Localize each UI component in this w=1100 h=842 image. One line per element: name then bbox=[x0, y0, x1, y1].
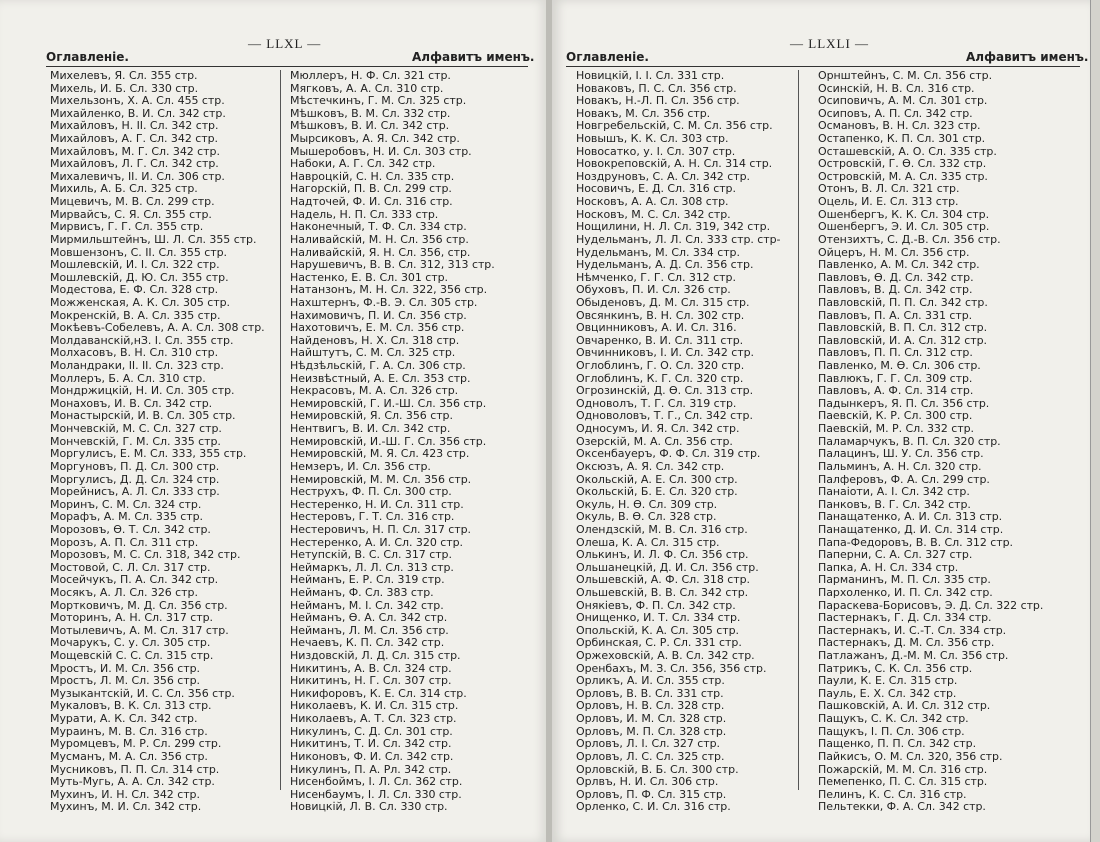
index-entry: Никоновъ, Ф. И. Сл. 342 стр. bbox=[290, 749, 454, 763]
index-entry: Мухинъ, И. Н. Сл. 342 стр. bbox=[50, 787, 200, 801]
index-entry: Моллеръ, Б. А. Сл. 310 стр. bbox=[50, 371, 206, 385]
index-entry: Ольшевскій, А. Ф. Сл. 318 стр. bbox=[576, 573, 750, 587]
index-entry: Ойцеръ, Н. М. Сл. 356 стр. bbox=[818, 245, 970, 259]
index-entry: Нисенбоймъ, І. Л. Сл. 362 стр. bbox=[290, 775, 463, 789]
index-entry: Набоки, А. Г. Сл. 342 стр. bbox=[290, 157, 436, 171]
index-entry: Можженская, А. К. Сл. 305 стр. bbox=[50, 295, 230, 309]
index-entry: Мростъ, И. М. Сл. 356 стр. bbox=[50, 661, 200, 675]
index-entry: Нейманъ, Ѳ. А. Сл. 342 стр. bbox=[290, 611, 448, 625]
index-entry: Морафъ, А. М. Сл. 335 стр. bbox=[50, 510, 203, 524]
index-entry: Односумъ, И. Я. Сл. 342 стр. bbox=[576, 422, 740, 436]
index-entry: Мурати, А. К. Сл. 342 стр. bbox=[50, 712, 198, 726]
left-page bbox=[0, 0, 548, 842]
page-number: — LLXLI — bbox=[790, 36, 870, 51]
index-entry: Оксенбауеръ, Ф. Ф. Сл. 319 стр. bbox=[576, 447, 761, 461]
index-entry: Патлажанъ, Д.-М. М. Сл. 356 стр. bbox=[818, 649, 1009, 663]
index-entry: Мошлевскій, И. І. Сл. 322 стр. bbox=[50, 258, 220, 272]
index-entry: Никулинъ, С. Д. Сл. 301 стр. bbox=[290, 724, 453, 738]
index-entry: Нестеренко, Н. И. Сл. 311 стр. bbox=[290, 497, 464, 511]
index-entry: Мѣшковъ, В. И. Сл. 342 стр. bbox=[290, 119, 450, 133]
index-entry: Михайловъ, М. Г. Сл. 342 стр. bbox=[50, 144, 220, 158]
index-entry: Мѣшковъ, В. М. Сл. 332 стр. bbox=[290, 106, 451, 120]
index-entry: Паули, К. Е. Сл. 315 стр. bbox=[818, 674, 958, 688]
index-entry: Орловъ, Л. І. Сл. 327 стр. bbox=[576, 737, 720, 751]
index-entry: Олеша, К. А. Сл. 315 стр. bbox=[576, 535, 720, 549]
index-entry: Новышъ, К. К. Сл. 303 стр. bbox=[576, 132, 729, 146]
index-entry: Орленко, С. И. Сл. 316 стр. bbox=[576, 800, 731, 814]
index-entry: Нейманъ, Е. Р. Сл. 319 стр. bbox=[290, 573, 445, 587]
index-entry: Немировскій, Я. Сл. 356 стр. bbox=[290, 409, 453, 423]
index-entry: Наливайскій, М. Н. Сл. 356 стр. bbox=[290, 232, 469, 246]
index-entry: Мураинъ, М. В. Сл. 316 стр. bbox=[50, 724, 208, 738]
index-entry: Олькинъ, И. Л. Ф. Сл. 356 стр. bbox=[576, 548, 749, 562]
index-entry: Османовъ, В. Н. Сл. 323 стр. bbox=[818, 119, 981, 133]
index-entry: Пельтекки, Ф. А. Сл. 342 стр. bbox=[818, 800, 986, 814]
index-entry: Падынкеръ, Я. П. Сл. 356 стр. bbox=[818, 396, 990, 410]
index-entry: Павловъ, П. П. Сл. 312 стр. bbox=[818, 346, 973, 360]
index-entry: Настенко, Е. В. Сл. 301 стр. bbox=[290, 270, 449, 284]
index-entry: Мырсиковъ, А. Я. Сл. 342 стр. bbox=[290, 132, 460, 146]
index-entry: Орловъ, М. П. Сл. 328 стр. bbox=[576, 724, 727, 738]
index-entry: Мончевскій, Г. М. Сл. 335 стр. bbox=[50, 434, 221, 448]
index-entry: Немировскій, Г. И.-Ш. Сл. 356 стр. bbox=[290, 396, 487, 410]
index-entry: Оржеховскій, А. В. Сл. 342 стр. bbox=[576, 649, 755, 663]
page-number: — LLXL — bbox=[248, 36, 322, 51]
index-entry: Оглоблинъ, Г. О. Сл. 320 стр. bbox=[576, 359, 745, 373]
index-column bbox=[50, 70, 280, 814]
index-entry: Муромцевъ, М. Р. Сл. 299 стр. bbox=[50, 737, 222, 751]
index-entry: Новосатко, у. І. Сл. 307 стр. bbox=[576, 144, 736, 158]
index-entry: Модестова, Е. Ф. Сл. 328 стр. bbox=[50, 283, 219, 297]
index-entry: Моландраки, II. II. Сл. 323 стр. bbox=[50, 359, 224, 373]
index-entry: Нахотовичъ, Е. М. Сл. 356 стр. bbox=[290, 321, 465, 335]
index-entry: Монастырскій, И. В. Сл. 305 стр. bbox=[50, 409, 236, 423]
index-entry: Моринъ, С. М. Сл. 324 стр. bbox=[50, 497, 202, 511]
index-entry: Орловъ, В. В. Сл. 331 стр. bbox=[576, 686, 724, 700]
index-entry: Одноволъ, Т. Г. Сл. 319 стр. bbox=[576, 396, 737, 410]
index-entry: Неймаркъ, Л. Л. Сл. 313 стр. bbox=[290, 560, 454, 574]
index-entry: Опольскій, К. А. Сл. 305 стр. bbox=[576, 623, 739, 637]
index-entry: Павловскій, В. П. Сл. 312 стр. bbox=[818, 321, 988, 335]
index-entry: Паперни, С. А. Сл. 327 стр. bbox=[818, 548, 973, 562]
index-entry: Осиповъ, А. П. Сл. 342 стр. bbox=[818, 106, 973, 120]
header-rule bbox=[566, 66, 1080, 67]
index-entry: Павловъ, А. Ф. Сл. 314 стр. bbox=[818, 384, 974, 398]
index-entry: Пастернакъ, Г. Д. Сл. 334 стр. bbox=[818, 611, 992, 625]
index-entry: Нудельманъ, А. Д. Сл. 356 стр. bbox=[576, 258, 754, 272]
index-entry: Оглоблинъ, К. Г. Сл. 320 стр. bbox=[576, 371, 744, 385]
index-entry: Павловскій, И. А. Сл. 312 стр. bbox=[818, 333, 988, 347]
index-entry: Пащенко, П. П. Сл. 342 стр. bbox=[818, 737, 977, 751]
index-entry: Носковъ, М. С. Сл. 342 стр. bbox=[576, 207, 731, 221]
index-entry: Мусниковъ, П. П. Сл. 314 стр. bbox=[50, 762, 220, 776]
index-entry: Новакъ, М. Сл. 356 стр. bbox=[576, 106, 711, 120]
index-entry: Муть-Мугь, А. А. Сл. 342 стр. bbox=[50, 775, 215, 789]
index-entry: Моргулисъ, Е. М. Сл. 333, 355 стр. bbox=[50, 447, 247, 461]
index-entry: Новаковъ, П. С. Сл. 356 стр. bbox=[576, 81, 737, 95]
index-entry: Парманинъ, М. П. Сл. 335 стр. bbox=[818, 573, 991, 587]
index-entry: Нарушевичъ, В. В. Сл. 312, 313 стр. bbox=[290, 258, 495, 272]
index-entry: Наливайскій, Я. Н. Сл. 356, стр. bbox=[290, 245, 471, 259]
index-entry: Никифоровъ, К. Е. Сл. 314 стр. bbox=[290, 686, 467, 700]
index-entry: Морейнисъ, А. Л. Сл. 333 стр. bbox=[50, 485, 220, 499]
index-entry: Мирвисъ, Г. Г. Сл. 355 стр. bbox=[50, 220, 204, 234]
index-entry: Обыденовъ, Д. М. Сл. 315 стр. bbox=[576, 295, 750, 309]
index-entry: Михель, И. Б. Сл. 330 стр. bbox=[50, 81, 199, 95]
index-entry: Михайловъ, Н. II. Сл. 342 стр. bbox=[50, 119, 219, 133]
index-entry: Нѣдзѣльскій, Г. А. Сл. 306 стр. bbox=[290, 359, 466, 373]
index-entry: Оцель, И. Е. Сл. 313 стр. bbox=[818, 195, 959, 209]
index-entry: Окольскій, А. Е. Сл. 300 стр. bbox=[576, 472, 738, 486]
index-entry: Павленко, А. М. Сл. 342 стр. bbox=[818, 258, 980, 272]
index-entry: Мортковичъ, М. Д. Сл. 356 стр. bbox=[50, 598, 228, 612]
index-entry: Отонъ, В. Л. Сл. 321 стр. bbox=[818, 182, 960, 196]
index-entry: Орловскій, В. Б. Сл. 300 стр. bbox=[576, 762, 739, 776]
index-entry: Мягковъ, А. А. Сл. 310 стр. bbox=[290, 81, 444, 95]
index-entry: Ошенбергъ, Э. И. Сл. 305 стр. bbox=[818, 220, 990, 234]
index-entry: Михайловъ, Л. Г. Сл. 342 стр. bbox=[50, 157, 219, 171]
header-name-index: Алфавитъ именъ. bbox=[966, 50, 1089, 64]
index-entry: Озерскій, М. А. Сл. 356 стр. bbox=[576, 434, 733, 448]
index-entry: Панковъ, В. Г. Сл. 342 стр. bbox=[818, 497, 971, 511]
index-entry: Онякіевъ, Ф. П. Сл. 342 стр. bbox=[576, 598, 736, 612]
index-entry: Пастернакъ, Д. М. Сл. 356 стр. bbox=[818, 636, 995, 650]
index-column bbox=[576, 70, 806, 814]
index-entry: Павловъ, Ѳ. Д. Сл. 342 стр. bbox=[818, 270, 974, 284]
index-entry: Параскева-Борисовъ, Э. Д. Сл. 322 стр. bbox=[818, 598, 1044, 612]
index-entry: Некрасовъ, М. А. Сл. 326 стр. bbox=[290, 384, 459, 398]
index-entry: Окольскій, Б. Е. Сл. 320 стр. bbox=[576, 485, 738, 499]
index-entry: Михиль, А. Б. Сл. 325 стр. bbox=[50, 182, 198, 196]
index-entry: Мукаловъ, В. К. Сл. 313 стр. bbox=[50, 699, 212, 713]
header-rule bbox=[46, 66, 528, 67]
index-entry: Орловъ, П. Ф. Сл. 315 стр. bbox=[576, 787, 727, 801]
index-entry: Нейманъ, Л. М. Сл. 356 стр. bbox=[290, 623, 449, 637]
index-entry: Нагорскій, П. В. Сл. 299 стр. bbox=[290, 182, 452, 196]
index-entry: Мочарукъ, С. у. Сл. 305 стр. bbox=[50, 636, 211, 650]
header-name-index: Алфавитъ именъ. bbox=[412, 50, 535, 64]
page-edge bbox=[1090, 0, 1100, 842]
index-entry: Морозовъ, Ѳ. Т. Сл. 342 стр. bbox=[50, 522, 211, 536]
index-entry: Пемепенко, П. С. Сл. 315 стр. bbox=[818, 775, 988, 789]
index-entry: Неизвѣстный, А. Е. Сл. 353 стр. bbox=[290, 371, 471, 385]
index-entry: Остапенко, К. П. Сл. 301 стр. bbox=[818, 132, 986, 146]
index-entry: Овсянкинъ, В. Н. Сл. 302 стр. bbox=[576, 308, 745, 322]
index-entry: Низдовскій, Л. Д. Сл. 315 стр. bbox=[290, 649, 461, 663]
index-entry: Нетупскій, В. С. Сл. 317 стр. bbox=[290, 548, 452, 562]
index-entry: Орлвъ, Н. И. Сл. 306 стр. bbox=[576, 775, 719, 789]
index-entry: Немировскій, М. Я. Сл. 423 стр. bbox=[290, 447, 470, 461]
index-entry: Пастернакъ, И. С.-Т. Сл. 334 стр. bbox=[818, 623, 1007, 637]
index-entry: Михельзонъ, Х. А. Сл. 455 стр. bbox=[50, 94, 225, 108]
index-entry: Овчинниковъ, І. И. Сл. 342 стр. bbox=[576, 346, 754, 360]
index-entry: Николаевъ, А. Т. Сл. 323 стр. bbox=[290, 712, 457, 726]
index-entry: Павловскій, П. П. Сл. 342 стр. bbox=[818, 295, 988, 309]
index-entry: Пархоленко, И. П. Сл. 342 стр. bbox=[818, 585, 993, 599]
index-entry: Мошлевскій, Д. Ю. Сл. 355 стр. bbox=[50, 270, 229, 284]
index-entry: Носовичъ, Е. Д. Сл. 316 стр. bbox=[576, 182, 736, 196]
index-entry: Нентвигъ, В. И. Сл. 342 стр. bbox=[290, 422, 451, 436]
index-entry: Палферовъ, Ф. А. Сл. 299 стр. bbox=[818, 472, 990, 486]
index-entry: Нощилини, Н. Л. Сл. 319, 342 стр. bbox=[576, 220, 771, 234]
index-entry: Панаіоти, А. І. Сл. 342 стр. bbox=[818, 485, 970, 499]
index-entry: Павловъ, П. А. Сл. 331 стр. bbox=[818, 308, 973, 322]
index-entry: Папка, А. Н. Сл. 334 стр. bbox=[818, 560, 959, 574]
index-entry: Новицкій, Л. В. Сл. 330 стр. bbox=[290, 800, 448, 814]
index-entry: Мосейчукъ, П. А. Сл. 342 стр. bbox=[50, 573, 219, 587]
index-entry: Никитинъ, Н. Г. Сл. 307 стр. bbox=[290, 674, 452, 688]
index-entry: Молхасовъ, В. Н. Сл. 310 стр. bbox=[50, 346, 219, 360]
index-entry: Огрозинскій, Д. Ѳ. Сл. 313 стр. bbox=[576, 384, 754, 398]
index-entry: Ошенбергъ, К. К. Сл. 304 стр. bbox=[818, 207, 990, 221]
index-entry: Овцинниковъ, А. И. Сл. 316. bbox=[576, 321, 737, 335]
index-entry: Мицевичъ, М. В. Сл. 299 стр. bbox=[50, 195, 215, 209]
index-entry: Мокѣевъ-Собелевъ, А. А. Сл. 308 стр. bbox=[50, 321, 265, 335]
index-entry: Моторинъ, А. Н. Сл. 317 стр. bbox=[50, 611, 213, 625]
index-entry: Морозовъ, М. С. Сл. 318, 342 стр. bbox=[50, 548, 241, 562]
index-entry: Найденовъ, Н. Х. Сл. 318 стр. bbox=[290, 333, 460, 347]
index-entry: Мокренскій, В. А. Сл. 335 стр. bbox=[50, 308, 221, 322]
index-entry: Новокреповскій, А. Н. Сл. 314 стр. bbox=[576, 157, 773, 171]
index-entry: Мосякъ, А. Л. Сл. 326 стр. bbox=[50, 585, 198, 599]
index-entry: Павловъ, В. Д. Сл. 342 стр. bbox=[818, 283, 973, 297]
index-entry: Молдаванскій,нЗ. І. Сл. 355 стр. bbox=[50, 333, 234, 347]
index-entry: Нудельманъ, Л. Л. Сл. 333 стр. стр- bbox=[576, 232, 781, 246]
index-entry: Онищенко, И. Т. Сл. 334 стр. bbox=[576, 611, 741, 625]
index-entry: Оренбахъ, М. З. Сл. 356, 356 стр. bbox=[576, 661, 767, 675]
index-entry: Нестеровъ, Г. Т. Сл. 316 стр. bbox=[290, 510, 455, 524]
index-entry: Пальминъ, А. Н. Сл. 320 стр. bbox=[818, 459, 982, 473]
index-entry: Моргуновъ, П. Д. Сл. 300 стр. bbox=[50, 459, 220, 473]
index-entry: Монаховъ, И. В. Сл. 342 стр. bbox=[50, 396, 213, 410]
index-entry: Панащатенко, Д. И. Сл. 314 стр. bbox=[818, 522, 1004, 536]
index-entry: Мирвайсъ, С. Я. Сл. 355 стр. bbox=[50, 207, 212, 221]
index-entry: Орловъ, И. М. Сл. 328 стр. bbox=[576, 712, 727, 726]
index-entry: Навроцкій, С. Н. Сл. 335 стр. bbox=[290, 169, 455, 183]
index-entry: Мирмильштейнъ, Ш. Л. Сл. 355 стр. bbox=[50, 232, 257, 246]
index-entry: Палацинъ, Ш. У. Сл. 356 стр. bbox=[818, 447, 984, 461]
index-entry: Новгребельскій, С. М. Сл. 356 стр. bbox=[576, 119, 773, 133]
index-entry: Немзеръ, И. Сл. 356 стр. bbox=[290, 459, 431, 473]
index-entry: Ольшанецкій, Д. И. Сл. 356 стр. bbox=[576, 560, 759, 574]
index-entry: Пащукъ, С. К. Сл. 342 стр. bbox=[818, 712, 969, 726]
index-entry: Паевскій, К. Р. Сл. 300 стр. bbox=[818, 409, 973, 423]
index-entry: Музыкантскій, И. С. Сл. 356 стр. bbox=[50, 686, 235, 700]
index-entry: Найштутъ, С. М. Сл. 325 стр. bbox=[290, 346, 456, 360]
index-entry: Пашковскій, А. И. Сл. 312 стр. bbox=[818, 699, 991, 713]
index-entry: Мотылевичъ, А. М. Сл. 317 стр. bbox=[50, 623, 229, 637]
index-entry: Натанзонъ, М. Н. Сл. 322, 356 стр. bbox=[290, 283, 488, 297]
index-entry: Надель, Н. П. Сл. 333 стр. bbox=[290, 207, 439, 221]
index-entry: Нудельманъ, М. Сл. 334 стр. bbox=[576, 245, 740, 259]
index-entry: Мондржицкій, Н. И. Сл. 305 стр. bbox=[50, 384, 235, 398]
index-entry: Ольшевскій, В. В. Сл. 342 стр. bbox=[576, 585, 749, 599]
index-entry: Мюллеръ, Н. Ф. Сл. 321 стр. bbox=[290, 69, 451, 82]
index-entry: Олендзскій, М. В. Сл. 316 стр. bbox=[576, 522, 748, 536]
index-entry: Мостовой, С. Л. Сл. 317 стр. bbox=[50, 560, 211, 574]
index-entry: Ноздруновъ, С. А. Сл. 342 стр. bbox=[576, 169, 750, 183]
index-entry: Орнштейнъ, С. М. Сл. 356 стр. bbox=[818, 69, 993, 82]
index-entry: Михалевичъ, II. И. Сл. 306 стр. bbox=[50, 169, 225, 183]
index-entry: Патрикъ, С. К. Сл. 356 стр. bbox=[818, 661, 973, 675]
right-page bbox=[552, 0, 1090, 842]
index-entry: Мростъ, Л. М. Сл. 356 стр. bbox=[50, 674, 201, 688]
index-entry: Нахштернъ, Ф.-В. Э. Сл. 305 стр. bbox=[290, 295, 478, 309]
index-entry: Немировскій, М. М. Сл. 356 стр. bbox=[290, 472, 472, 486]
index-entry: Наконечный, Т. Ф. Сл. 334 стр. bbox=[290, 220, 467, 234]
index-entry: Морозъ, А. П. Сл. 311 стр. bbox=[50, 535, 199, 549]
index-entry: Обуховъ, П. И. Сл. 326 стр. bbox=[576, 283, 731, 297]
index-entry: Папа-Федоровъ, В. В. Сл. 312 стр. bbox=[818, 535, 1014, 549]
index-entry: Мухинъ, М. И. Сл. 342 стр. bbox=[50, 800, 202, 814]
index-entry: Михайловъ, А. Г. Сл. 342 стр. bbox=[50, 132, 218, 146]
index-entry: Нестеровичъ, Н. П. Сл. 317 стр. bbox=[290, 522, 471, 536]
index-entry: Никитинъ, А. В. Сл. 324 стр. bbox=[290, 661, 452, 675]
index-entry: Новакъ, Н.-Л. П. Сл. 356 стр. bbox=[576, 94, 740, 108]
index-entry: Панащатенко, А. И. Сл. 313 стр. bbox=[818, 510, 1003, 524]
index-entry: Оксюзъ, А. Я. Сл. 342 стр. bbox=[576, 459, 725, 473]
index-entry: Новицкій, І. І. Сл. 331 стр. bbox=[576, 69, 725, 82]
index-entry: Осташевскій, А. О. Сл. 335 стр. bbox=[818, 144, 997, 158]
index-entry: Пожарскій, М. М. Сл. 316 стр. bbox=[818, 762, 988, 776]
index-entry: Мончевскій, М. С. Сл. 327 стр. bbox=[50, 422, 222, 436]
index-entry: Нахимовичъ, П. И. Сл. 356 стр. bbox=[290, 308, 467, 322]
index-entry: Мовшензонъ, С. II. Сл. 355 стр. bbox=[50, 245, 228, 259]
index-entry: Павлюкъ, Г. Г. Сл. 309 стр. bbox=[818, 371, 973, 385]
index-entry: Островскій, М. А. Сл. 335 стр. bbox=[818, 169, 988, 183]
index-entry: Паламарчукъ, В. П. Сл. 320 стр. bbox=[818, 434, 1001, 448]
index-entry: Надточей, Ф. И. Сл. 316 стр. bbox=[290, 195, 453, 209]
index-entry: Носковъ, А. А. Сл. 308 стр. bbox=[576, 195, 729, 209]
index-entry: Одноволовъ, Т. Г., Сл. 342 стр. bbox=[576, 409, 753, 423]
index-entry: Пайкисъ, О. М. Сл. 320, 356 стр. bbox=[818, 749, 1003, 763]
index-entry: Мышеробовъ, Н. И. Сл. 303 стр. bbox=[290, 144, 472, 158]
index-column bbox=[818, 70, 1048, 814]
index-entry: Николаевъ, К. И. Сл. 315 стр. bbox=[290, 699, 459, 713]
header-contents: Оглавленіе. bbox=[566, 50, 649, 64]
index-entry: Немировскій, И.-Ш. Г. Сл. 356 стр. bbox=[290, 434, 487, 448]
index-entry: Орликъ, А. И. Сл. 355 стр. bbox=[576, 674, 725, 688]
header-contents: Оглавленіе. bbox=[46, 50, 129, 64]
index-entry: Пащукъ, І. П. Сл. 306 стр. bbox=[818, 724, 965, 738]
index-entry: Павленко, М. Ѳ. Сл. 306 стр. bbox=[818, 359, 981, 373]
index-entry: Окуль, Н. Ѳ. Сл. 309 стр. bbox=[576, 497, 718, 511]
index-entry: Окуль, В. Ѳ. Сл. 328 стр. bbox=[576, 510, 717, 524]
column-divider bbox=[280, 70, 281, 790]
index-entry: Пелинъ, К. С. Сл. 316 стр. bbox=[818, 787, 967, 801]
index-entry: Михайленко, В. И. Сл. 342 стр. bbox=[50, 106, 226, 120]
index-entry: Нѣмченко, Г. Г. Сл. 312 стр. bbox=[576, 270, 736, 284]
index-entry: Орловъ, Л. С. Сл. 325 стр. bbox=[576, 749, 725, 763]
index-entry: Нечаевъ, К. П. Сл. 342 стр. bbox=[290, 636, 445, 650]
index-entry: Мощевскій С. С. Сл. 315 стр. bbox=[50, 649, 214, 663]
index-entry: Мусманъ, М. А. Сл. 356 стр. bbox=[50, 749, 208, 763]
index-entry: Никитинъ, Т. И. Сл. 342 стр. bbox=[290, 737, 452, 751]
index-entry: Осинскій, Н. В. Сл. 316 стр. bbox=[818, 81, 975, 95]
index-entry: Пауль, Е. Х. Сл. 342 стр. bbox=[818, 686, 957, 700]
index-entry: Нейманъ, М. І. Сл. 342 стр. bbox=[290, 598, 444, 612]
index-entry: Нисенбаумъ, І. Л. Сл. 330 стр. bbox=[290, 787, 462, 801]
index-column bbox=[290, 70, 520, 814]
index-entry: Островскій, Г. Ѳ. Сл. 332 стр. bbox=[818, 157, 987, 171]
index-entry: Орбинская, С. Р. Сл. 331 стр. bbox=[576, 636, 742, 650]
index-entry: Орловъ, Н. В. Сл. 328 стр. bbox=[576, 699, 725, 713]
index-entry: Неструхъ, Ф. П. Сл. 300 стр. bbox=[290, 485, 452, 499]
index-entry: Моргулисъ, Д. Д. Сл. 324 стр. bbox=[50, 472, 220, 486]
index-entry: Осиповичъ, А. М. Сл. 301 стр. bbox=[818, 94, 988, 108]
index-entry: Овчаренко, В. И. Сл. 311 стр. bbox=[576, 333, 744, 347]
index-entry: Нейманъ, Ф. Сл. 383 стр. bbox=[290, 585, 434, 599]
index-entry: Нестеренко, А. И. Сл. 320 стр. bbox=[290, 535, 463, 549]
index-entry: Отензихтъ, С. Д.-В. Сл. 356 стр. bbox=[818, 232, 1001, 246]
index-entry: Паевскій, М. Р. Сл. 332 стр. bbox=[818, 422, 974, 436]
index-entry: Никулинъ, П. А. Рл. 342 стр. bbox=[290, 762, 452, 776]
index-entry: Мѣстечкинъ, Г. М. Сл. 325 стр. bbox=[290, 94, 467, 108]
index-entry: Михелевъ, Я. Сл. 355 стр. bbox=[50, 69, 198, 82]
